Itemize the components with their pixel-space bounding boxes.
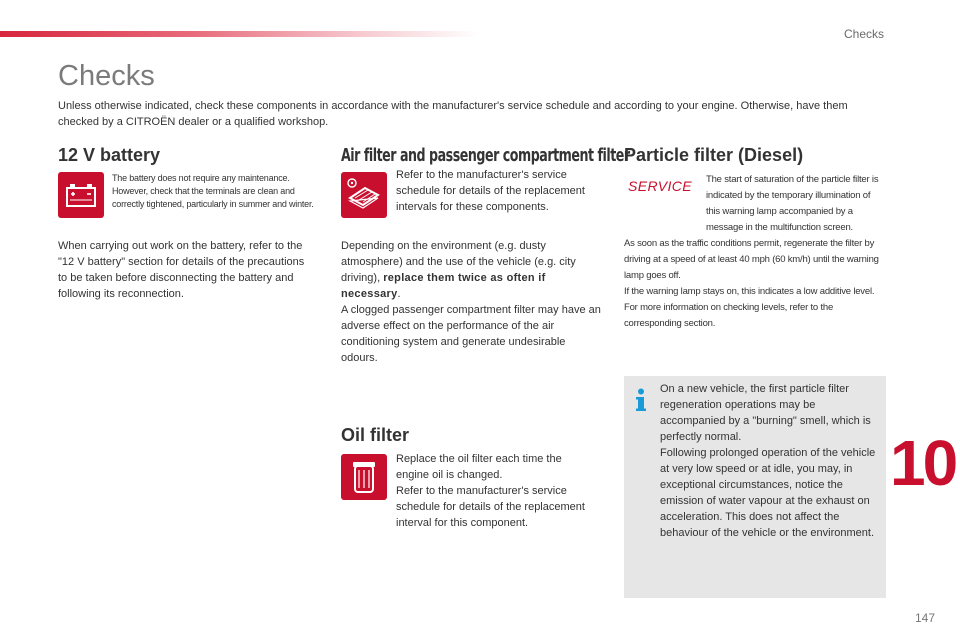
info-text bbox=[660, 381, 878, 541]
particle-filter-p1: The start of saturation of the particle filter is indicated by the temporary illumination of this warning lamp accompanied by a message in the multifunction screen. bbox=[706, 174, 879, 233]
particle-filter-p2: As soon as the traffic conditions permit, regenerate the filter by driving at a speed of at least 40 mph (60 km/h) until the warning lamp goes off. bbox=[624, 238, 879, 281]
particle-filter-p3: If the warning lamp stays on, this indicates a low additive level. bbox=[624, 286, 875, 297]
oil-filter-heading: Oil filter bbox=[341, 425, 410, 445]
particle-filter-text bbox=[624, 172, 886, 332]
air-filter-body bbox=[341, 238, 603, 302]
page-number: 147 bbox=[915, 611, 936, 625]
air-filter-text: Refer to the manufacturer's service schedule for details of the replacement intervals for these components. bbox=[396, 169, 585, 213]
info-icon bbox=[634, 388, 648, 412]
section-label: Checks bbox=[843, 27, 884, 41]
oil-filter-text-2: Refer to the manufacturer's service schedule for details of the replacement interval for this component. bbox=[396, 485, 585, 529]
oil-filter-icon bbox=[341, 454, 387, 500]
air-filter-icon bbox=[341, 172, 387, 218]
chapter-number: 10 bbox=[890, 427, 956, 499]
air-filter-body-start: Depending on the environment (e.g. dusty atmosphere) and the use of the vehicle (e.g. city driving), bbox=[341, 240, 576, 284]
battery-body: When carrying out work on the battery, refer to the "12 V battery" section for details of the precautions to be taken before disconnecting the battery and following its reconnection. bbox=[58, 240, 305, 300]
info-p1: On a new vehicle, the first particle filter regeneration operations may be accompanied by a "burning" smell, which is perfectly normal. bbox=[660, 383, 871, 443]
page-title: Checks bbox=[58, 60, 155, 92]
battery-icon bbox=[58, 172, 104, 218]
oil-filter-text-1: Replace the oil filter each time the engine oil is changed. bbox=[396, 453, 562, 481]
intro-text: Unless otherwise indicated, check these components in accordance with the manufacturer's service schedule and according to your engine. Otherwise, have them checked by a CITROËN dealer or a qualified workshop. bbox=[58, 100, 848, 128]
info-p2: Following prolonged operation of the vehicle at very low speed or at idle, you may, in exceptional circumstances, notice the emission of water vapour at the exhaust on acceleration. This does not affect the behaviour of the vehicle or the environment. bbox=[660, 447, 876, 539]
particle-filter-p4: For more information on checking levels, refer to the corresponding section. bbox=[624, 302, 834, 329]
particle-filter-heading: Particle filter (Diesel) bbox=[624, 145, 804, 165]
header-color-bar bbox=[0, 31, 480, 37]
service-warning-icon: SERVICE bbox=[628, 178, 693, 194]
battery-heading: 12 V battery bbox=[58, 145, 161, 165]
air-filter-body-2: A clogged passenger compartment filter may have an adverse effect on the performance of the air conditioning system and generate undesirable odours. bbox=[341, 304, 601, 364]
battery-note: The battery does not require any maintenance. However, check that the terminals are clean and correctly tightened, particularly in summer and winter. bbox=[112, 173, 314, 209]
info-box bbox=[624, 376, 886, 598]
air-filter-heading: Air filter and passenger compartment filter bbox=[341, 145, 630, 166]
air-filter-body-emphasis: replace them twice as often if necessary bbox=[341, 272, 546, 300]
air-filter-body-end: . bbox=[397, 288, 401, 300]
